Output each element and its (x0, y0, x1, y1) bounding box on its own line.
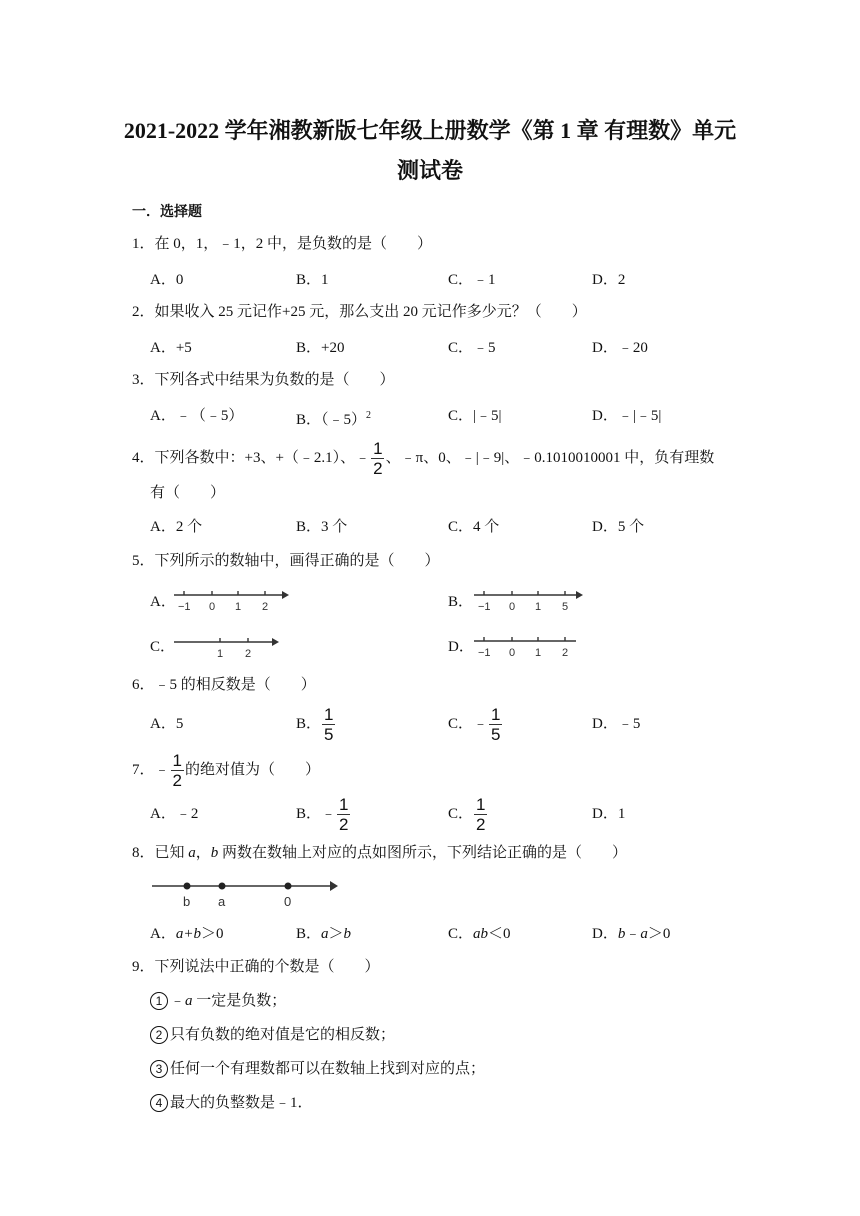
q9-statement-4: 4 最大的负整数是﹣1． (150, 1093, 313, 1113)
tick-label: 2 (262, 601, 269, 613)
question-6-stem: 6．﹣5 的相反数是（ ） (132, 677, 316, 693)
q7-option-d: D．1 (592, 806, 626, 822)
q5-option-c: C． (150, 639, 176, 655)
q5-option-d: D． (448, 639, 474, 655)
q4-option-c: C．4 个 (448, 519, 500, 535)
circled-number: 4 (150, 1094, 168, 1112)
q2-option-a: A．+5 (150, 340, 192, 356)
q3-option-c: C．|﹣5| (448, 408, 502, 424)
tick-label: 2 (562, 647, 569, 659)
q7-option-c: C． $\frac{1}{2}$ (448, 795, 486, 835)
q8-option-a: A．a+b＞0 (150, 926, 224, 942)
q3-option-b: B．（﹣5）$^2$ (296, 410, 372, 428)
tick-label: 0 (509, 647, 516, 659)
q6-option-c: C．﹣ $\frac{1}{5}$ (448, 705, 501, 745)
tick-label: 1 (535, 601, 542, 613)
question-7-stem: 7．﹣ $\frac{1}{2}$ 的绝对值为（ ） (132, 751, 320, 791)
q5-numberline-d (472, 632, 582, 660)
label-zero: 0 (284, 894, 292, 909)
q4-option-a: A．2 个 (150, 519, 203, 535)
q5-numberline-b (472, 586, 590, 614)
tick-label: 0 (209, 601, 216, 613)
tick-label: 2 (245, 648, 252, 660)
q4-option-b: B．3 个 (296, 519, 348, 535)
label-b: b (183, 894, 191, 909)
question-8-stem: 8．已知 a，b 两数在数轴上对应的点如图所示，下列结论正确的是（ ） (132, 845, 628, 861)
tick-label: 0 (509, 601, 516, 613)
label-a: a (218, 894, 226, 909)
circled-number: 3 (150, 1060, 168, 1078)
q2-option-b: B．+20 (296, 340, 345, 356)
q1-option-a: A．0 (150, 272, 184, 288)
tick-label: −1 (178, 601, 191, 613)
q5-option-b: B． (448, 594, 474, 610)
tick-label: 1 (217, 648, 224, 660)
q1-option-b: B．1 (296, 272, 329, 288)
q9-statement-3: 3 任何一个有理数都可以在数轴上找到对应的点； (150, 1059, 485, 1079)
q3-option-d: D．﹣|﹣5| (592, 408, 662, 424)
point-a (219, 883, 226, 890)
q7-option-a: A．﹣2 (150, 806, 199, 822)
q9-statement-1: 1 ﹣a 一定是负数； (150, 991, 286, 1011)
question-2-stem: 2．如果收入 25 元记作+25 元，那么支出 20 元记作多少元？（ ） (132, 304, 587, 320)
q1-option-c: C．﹣1 (448, 272, 496, 288)
q5-numberline-c (172, 633, 284, 661)
q8-numberline-figure (150, 876, 340, 910)
question-1-stem: 1．在 0，1，﹣1，2 中，是负数的是（ ） (132, 236, 433, 252)
question-5-stem: 5．下列所示的数轴中，画得正确的是（ ） (132, 553, 440, 569)
q3-option-a: A．﹣（﹣5） (150, 408, 244, 424)
circled-number: 2 (150, 1026, 168, 1044)
question-3-stem: 3．下列各式中结果为负数的是（ ） (132, 372, 395, 388)
q5-numberline-a (172, 586, 290, 614)
q9-statement-2: 2 只有负数的绝对值是它的相反数； (150, 1025, 395, 1045)
q6-option-a: A．5 (150, 716, 184, 732)
page-title: 2021-2022 学年湘教新版七年级上册数学《第 1 章 有理数》单元 (123, 118, 737, 143)
question-4-stem: 4．下列各数中：+3、+（﹣2.1）、﹣ $\frac{1}{2}$ 、﹣π、0、﹣|﹣9|、﹣0.1010010001 中，负有理数 (132, 439, 715, 478)
point-b (184, 883, 191, 890)
tick-label: −1 (478, 647, 491, 659)
q8-option-d: D．b﹣a＞0 (592, 926, 671, 942)
q8-option-b: B．a＞b (296, 926, 352, 942)
point-zero (285, 883, 292, 890)
question-4-stem-line2: 有（ ） (150, 485, 226, 501)
tick-label: −1 (478, 601, 491, 613)
q1-option-d: D．2 (592, 272, 626, 288)
circled-number: 1 (150, 992, 168, 1010)
question-9-stem: 9．下列说法中正确的个数是（ ） (132, 959, 380, 975)
tick-label: 1 (235, 601, 242, 613)
tick-label: 5 (562, 601, 569, 613)
q8-option-c: C．ab＜0 (448, 926, 511, 942)
q7-option-b: B．﹣ $\frac{1}{2}$ (296, 795, 349, 835)
tick-label: 1 (535, 647, 542, 659)
q4-option-d: D．5 个 (592, 519, 645, 535)
q5-option-a: A． (150, 594, 176, 610)
fraction-one-half: $\frac{1}{2}$ (373, 439, 383, 478)
q2-option-d: D．﹣20 (592, 340, 648, 356)
page-title-line2: 测试卷 (396, 158, 463, 183)
q2-option-c: C．﹣5 (448, 340, 496, 356)
q6-option-b: B． $\frac{1}{5}$ (296, 705, 334, 745)
section-heading: 一．选择题 (132, 205, 202, 220)
q6-option-d: D．﹣5 (592, 716, 641, 732)
